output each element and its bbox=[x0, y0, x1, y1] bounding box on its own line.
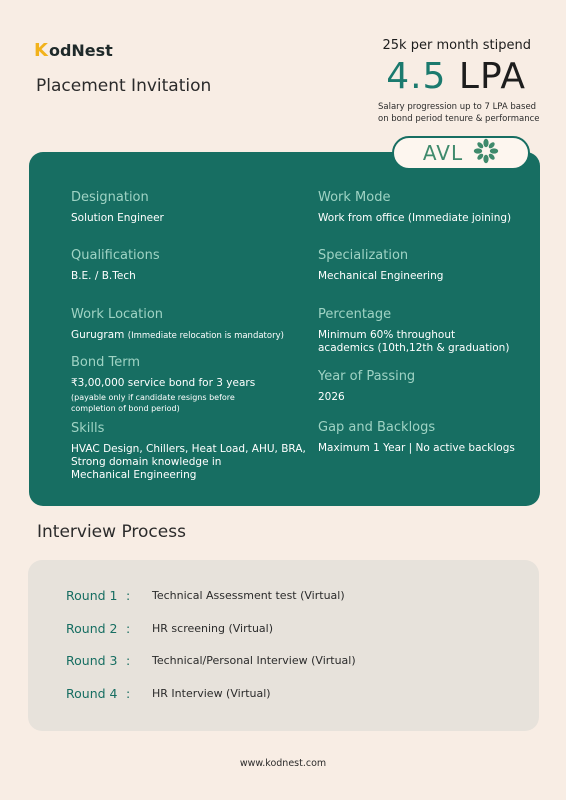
round-colon: : bbox=[126, 588, 131, 603]
round-row bbox=[66, 653, 356, 668]
work-mode-label: Work Mode bbox=[318, 190, 391, 205]
bond-term-label: Bond Term bbox=[71, 355, 141, 370]
qualifications-label: Qualifications bbox=[71, 248, 160, 263]
specialization-value: Mechanical Engineering bbox=[318, 270, 444, 282]
job-details-card bbox=[29, 152, 540, 506]
round-description: Technical/Personal Interview (Virtual) bbox=[152, 654, 356, 667]
work-location-field bbox=[71, 307, 284, 343]
round-description: Technical Assessment test (Virtual) bbox=[152, 589, 345, 602]
gap-backlogs-field bbox=[318, 420, 515, 455]
skills-line-3: Mechanical Engineering bbox=[71, 469, 197, 481]
skills-label: Skills bbox=[71, 421, 105, 436]
round-row bbox=[66, 621, 273, 636]
round-row bbox=[66, 588, 345, 603]
designation-value: Solution Engineer bbox=[71, 212, 164, 224]
percentage-field bbox=[318, 307, 509, 355]
stipend-text: 25k per month stipend bbox=[382, 38, 531, 53]
qualifications-value: B.E. / B.Tech bbox=[71, 270, 136, 282]
skills-line-1: HVAC Design, Chillers, Heat Load, AHU, BRA, bbox=[71, 443, 306, 455]
salary-progression-note: Salary progression up to 7 LPA based on bond period tenure & performance bbox=[378, 102, 540, 124]
bond-term-note-2: completion of bond period) bbox=[71, 404, 180, 413]
logo-text: odNest bbox=[48, 41, 113, 60]
footer-website-link[interactable]: www.kodnest.com bbox=[239, 758, 327, 769]
skills-line-2: Strong domain knowledge in bbox=[71, 456, 222, 468]
specialization-label: Specialization bbox=[318, 248, 409, 263]
company-badge bbox=[392, 136, 530, 170]
logo-mark: K bbox=[34, 40, 48, 61]
round-label: Round 2 bbox=[66, 621, 118, 636]
round-label: Round 4 bbox=[66, 686, 118, 701]
round-label: Round 3 bbox=[66, 653, 118, 668]
percentage-line-1: Minimum 60% throughout bbox=[318, 329, 456, 341]
gap-backlogs-label: Gap and Backlogs bbox=[318, 420, 436, 435]
work-location-note: (Immediate relocation is mandatory) bbox=[127, 331, 284, 341]
bond-term-value: ₹3,00,000 service bond for 3 years bbox=[71, 377, 256, 389]
designation-label: Designation bbox=[71, 190, 149, 205]
company-name: AVL bbox=[422, 141, 464, 165]
salary-package bbox=[386, 56, 526, 97]
work-location-value: Gurugram bbox=[71, 329, 125, 341]
bond-term-note-1: (payable only if candidate resigns before bbox=[71, 393, 235, 402]
work-location-value-line bbox=[71, 329, 284, 343]
kodnest-logo bbox=[34, 40, 113, 61]
round-colon: : bbox=[126, 686, 131, 701]
salary-number: 4.5 bbox=[386, 56, 447, 97]
round-description: HR Interview (Virtual) bbox=[152, 687, 271, 700]
year-of-passing-value: 2026 bbox=[318, 391, 345, 403]
work-mode-value: Work from office (Immediate joining) bbox=[318, 212, 512, 224]
bond-term-field bbox=[71, 355, 255, 414]
interview-process-title: Interview Process bbox=[37, 522, 186, 542]
round-colon: : bbox=[126, 621, 131, 636]
qualifications-field bbox=[71, 248, 160, 283]
work-mode-field bbox=[318, 190, 511, 225]
round-description: HR screening (Virtual) bbox=[152, 622, 274, 635]
percentage-line-2: academics (10th,12th & graduation) bbox=[318, 342, 510, 354]
interview-rounds-panel bbox=[28, 560, 539, 731]
avl-flower-icon bbox=[473, 138, 499, 168]
gap-backlogs-value: Maximum 1 Year | No active backlogs bbox=[318, 442, 515, 454]
round-row bbox=[66, 686, 271, 701]
percentage-label: Percentage bbox=[318, 307, 392, 322]
page-title: Placement Invitation bbox=[36, 76, 212, 96]
round-colon: : bbox=[126, 653, 131, 668]
skills-field bbox=[71, 421, 306, 482]
year-of-passing-label: Year of Passing bbox=[318, 369, 416, 384]
designation-field bbox=[71, 190, 164, 225]
year-of-passing-field bbox=[318, 369, 415, 404]
specialization-field bbox=[318, 248, 443, 283]
round-label: Round 1 bbox=[66, 588, 118, 603]
work-location-label: Work Location bbox=[71, 307, 164, 322]
salary-unit: LPA bbox=[458, 56, 526, 97]
